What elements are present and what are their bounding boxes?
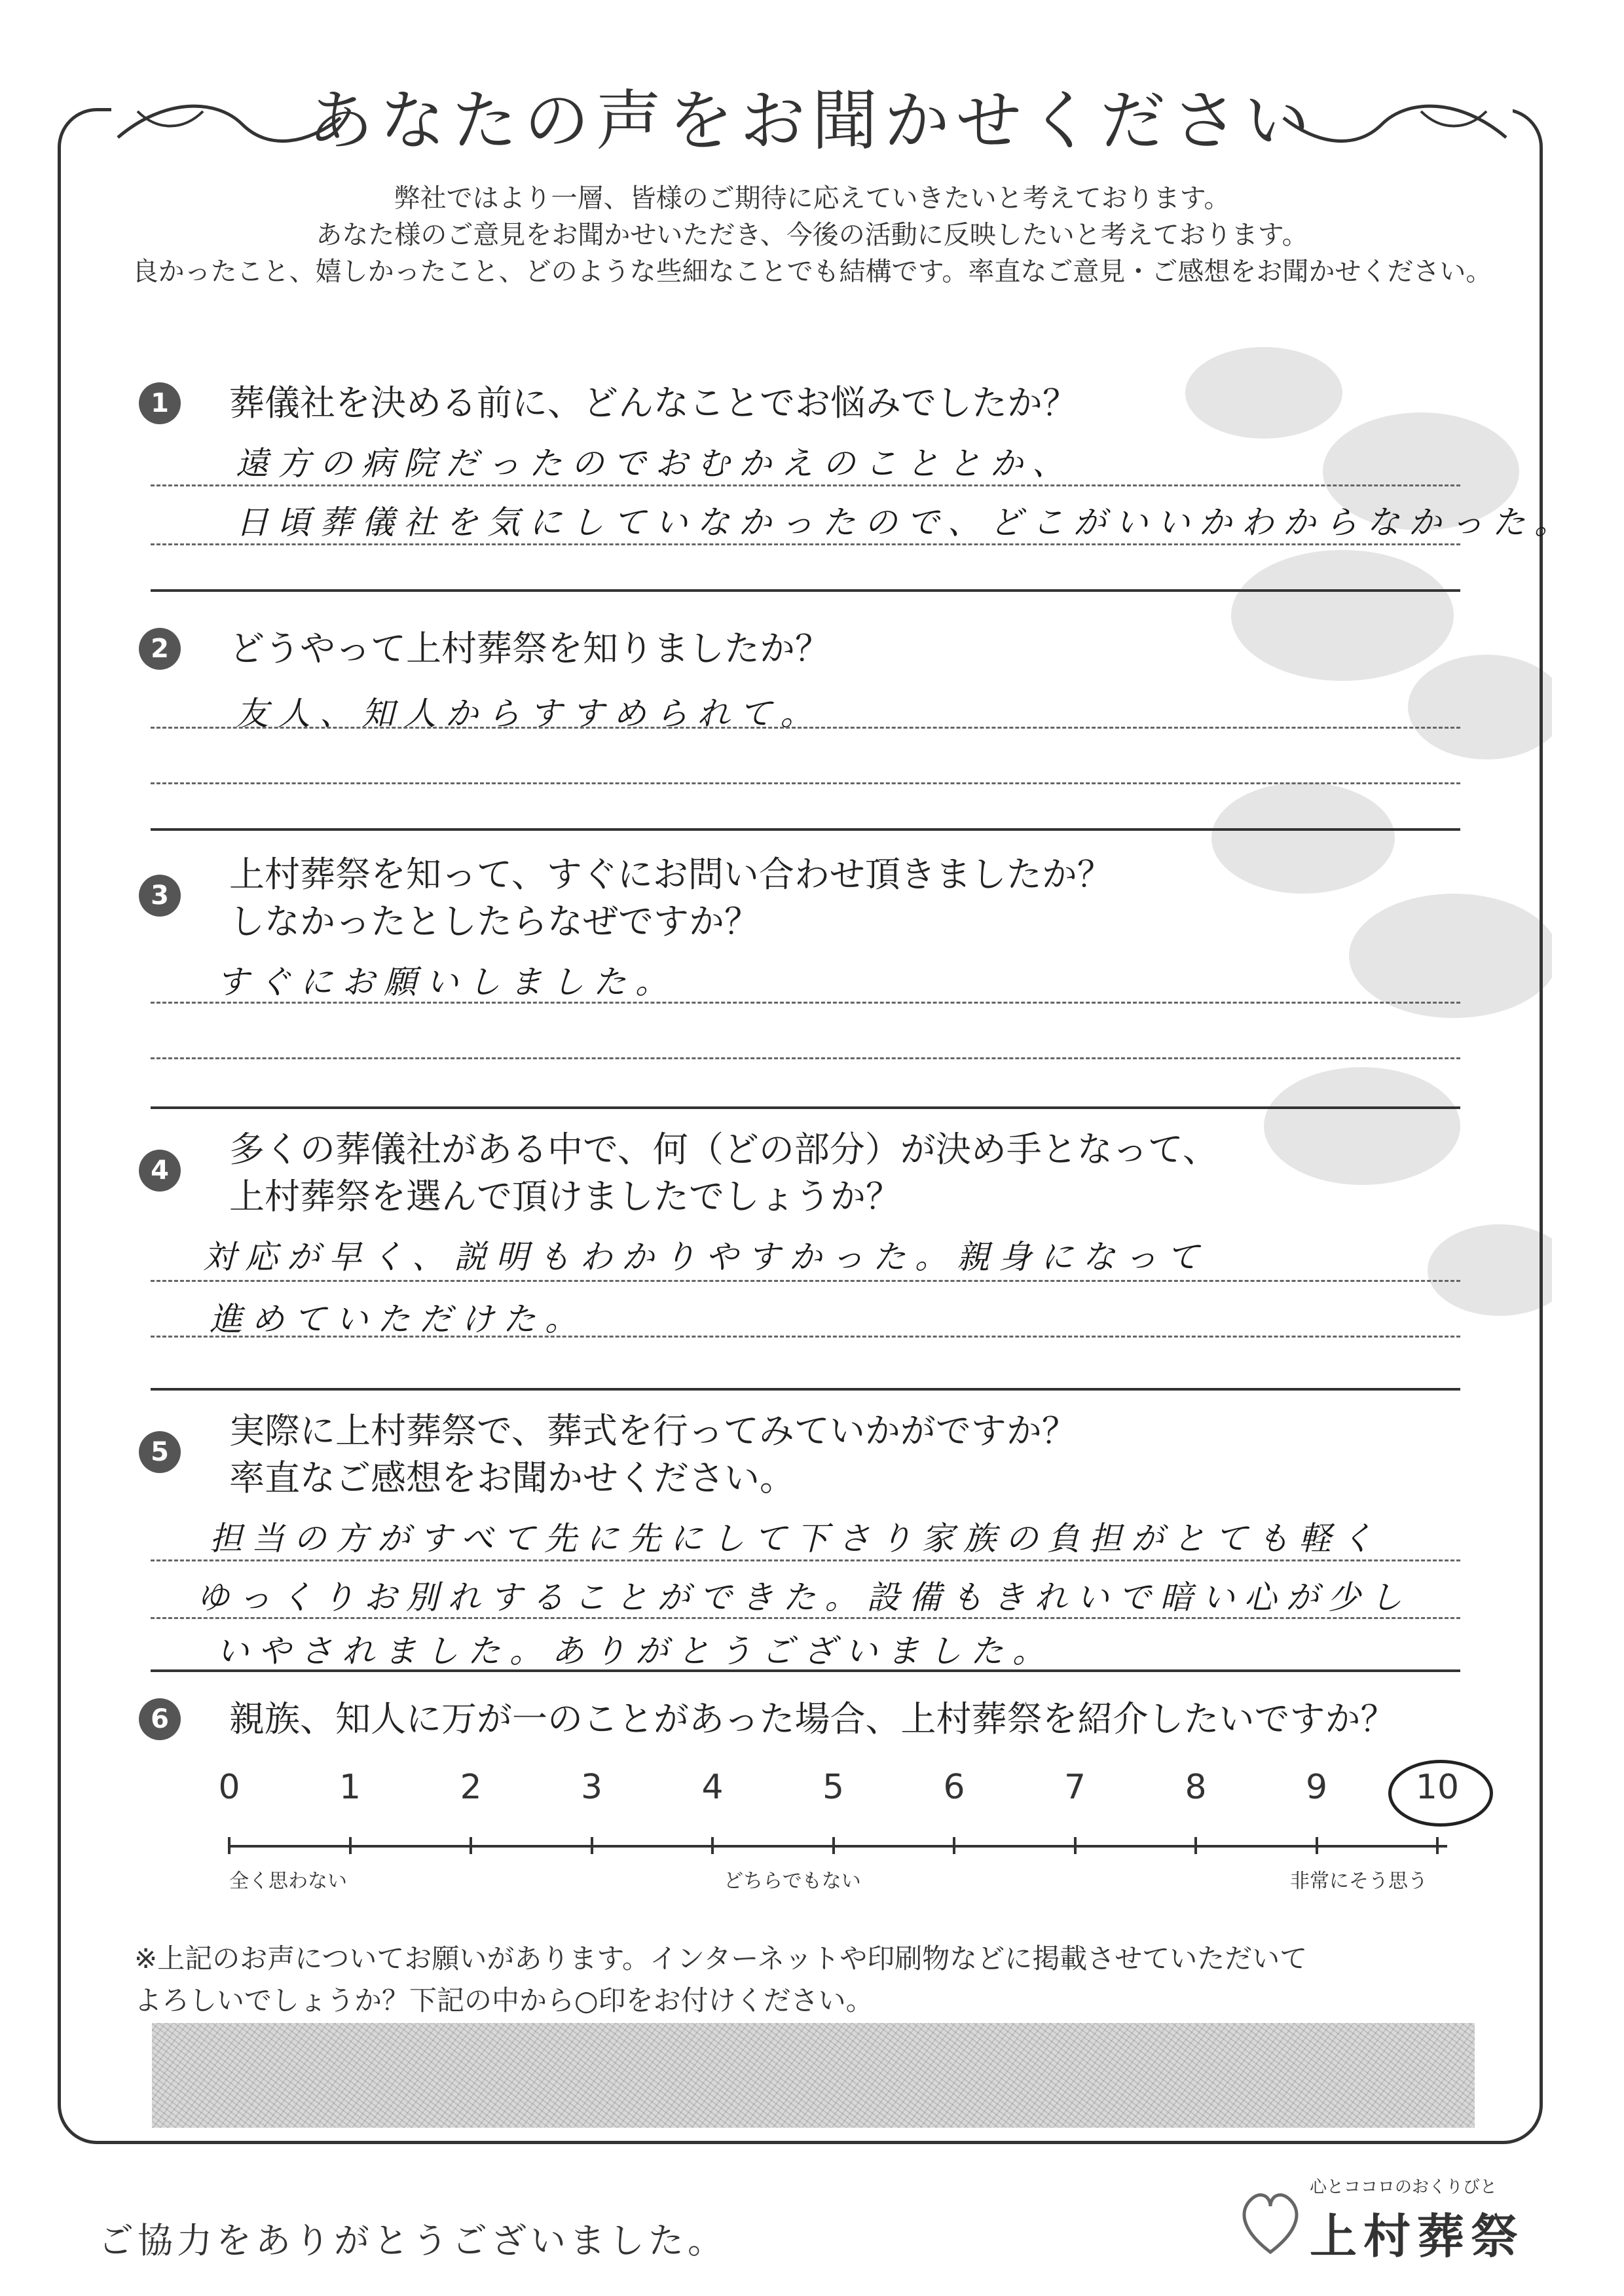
company-logo (1238, 2174, 1545, 2265)
scale-label-left: 全く思わない (229, 1870, 347, 1893)
answer-line: 進めていただけた。 (210, 1300, 587, 1338)
section-divider (151, 828, 1460, 831)
question-number-badge: 1 (139, 382, 181, 424)
logo-tagline: 心とココロのおくりびと (1310, 2178, 1498, 2197)
selected-rating-circle (1388, 1760, 1493, 1827)
answer-rule (151, 1057, 1460, 1059)
scale-tick (349, 1837, 352, 1854)
answer-rule (151, 782, 1460, 784)
question-text: 親族、知人に万が一のことがあった場合、上村葬祭を紹介したいですか？ (229, 1698, 1396, 1740)
thank-you-text: ご協力をありがとうございました。 (98, 2220, 727, 2261)
section-divider (151, 1388, 1460, 1391)
answer-rule (151, 484, 1460, 486)
answer-line: いやされました。ありがとうございました。 (216, 1632, 1054, 1670)
answer-line: 日頃葬儀社を気にしていなかったので、どこがいいかわからなかった。 (236, 503, 1576, 541)
scale-number-1: 1 (339, 1768, 361, 1807)
scale-number-2: 2 (460, 1768, 482, 1807)
heart-logo-icon (1238, 2180, 1303, 2259)
question-text: しなかったとしたらなぜですか？ (229, 901, 760, 942)
scale-tick (228, 1837, 231, 1854)
scale-number-7: 7 (1063, 1768, 1086, 1807)
scale-number-0: 0 (218, 1768, 240, 1807)
question-text: 率直なご感想をお聞かせください。 (229, 1457, 795, 1499)
scale-tick (1436, 1837, 1439, 1854)
logo-name: 上村葬祭 (1310, 2209, 1525, 2264)
answer-line: 友人、知人からすすめられて。 (236, 695, 822, 733)
scale-tick (1194, 1837, 1197, 1854)
redacted-area (152, 2023, 1475, 2128)
title-banner (111, 65, 1513, 177)
question-text: 多くの葬儀社がある中で、何（どの部分）が決め手となって、 (229, 1129, 1218, 1170)
answer-rule (151, 1617, 1460, 1619)
answer-rule (151, 1336, 1460, 1338)
scale-tick (470, 1837, 472, 1854)
question-text: どうやって上村葬祭を知りましたか？ (229, 628, 830, 669)
scale-number-5: 5 (822, 1768, 845, 1807)
answer-rule (151, 727, 1460, 729)
intro-text (98, 180, 1526, 290)
note-line: ※上記のお声についてお願いがあります。インターネットや印刷物などに掲載させていただいて (134, 1942, 1308, 1975)
answer-rule (151, 1002, 1460, 1004)
scale-tick (1316, 1837, 1318, 1854)
answer-line: 遠方の病院だったのでおむかえのこととか、 (236, 445, 1074, 483)
scale-number-10: 10 (1415, 1768, 1460, 1807)
answer-line: 担当の方がすべて先に先にして下さり家族の負担がとても軽く (210, 1520, 1382, 1558)
scale-number-3: 3 (580, 1768, 603, 1807)
question-number-badge: 3 (139, 875, 181, 917)
scale-tick (1074, 1837, 1077, 1854)
right-flourish-icon (1277, 92, 1513, 151)
question-text: 実際に上村葬祭で、葬式を行ってみていかがですか？ (229, 1410, 1077, 1451)
scale-number-4: 4 (701, 1768, 724, 1807)
intro-line: 良かったこと、嬉しかったこと、どのような些細なことでも結構です。率直なご意見・ご感想をお聞かせください。 (132, 257, 1492, 287)
publication-note (134, 1938, 1307, 2022)
scale-label-middle: どちらでもない (724, 1870, 861, 1893)
scale-tick (953, 1837, 955, 1854)
answer-rule (151, 543, 1460, 545)
answer-line: ゆっくりお別れすることができた。設備もきれいで暗い心が少し (196, 1578, 1412, 1616)
scale-label-right: 非常にそう思う (1290, 1870, 1428, 1893)
question-text: 上村葬祭を選んで頂けましたでしょうか？ (229, 1176, 901, 1217)
scale-number-9: 9 (1305, 1768, 1328, 1807)
page-title: あなたの声をお聞かせください (308, 82, 1316, 159)
left-flourish-icon (111, 92, 347, 151)
note-line: よろしいでしょうか？下記の中から○印をお付けください。 (134, 1984, 874, 2016)
intro-line: 弊社ではより一層、皆様のご期待に応えていきたいと考えております。 (394, 183, 1230, 213)
question-number-badge: 5 (139, 1431, 181, 1473)
answer-line: 対応が早く、説明もわかりやすかった。親身になって (203, 1238, 1208, 1276)
scale-number-6: 6 (943, 1768, 965, 1807)
question-text: 上村葬祭を知って、すぐにお問い合わせ頂きましたか？ (229, 854, 1113, 895)
scale-tick (591, 1837, 593, 1854)
scale-tick (711, 1837, 714, 1854)
scale-number-8: 8 (1185, 1768, 1207, 1807)
answer-rule (151, 1280, 1460, 1282)
intro-line: あなた様のご意見をお聞かせいただき、今後の活動に反映したいと考えております。 (316, 220, 1308, 250)
rating-scale-axis (229, 1845, 1447, 1848)
section-divider (151, 1669, 1460, 1672)
section-divider (151, 1106, 1460, 1109)
scale-tick (832, 1837, 835, 1854)
answer-rule (151, 1559, 1460, 1561)
answer-line: すぐにお願いしました。 (216, 963, 677, 1001)
question-number-badge: 2 (139, 628, 181, 670)
question-number-badge: 4 (139, 1150, 181, 1192)
question-text: 葬儀社を決める前に、どんなことでお悩みでしたか？ (229, 382, 1078, 424)
section-divider (151, 589, 1460, 592)
question-number-badge: 6 (139, 1698, 181, 1740)
